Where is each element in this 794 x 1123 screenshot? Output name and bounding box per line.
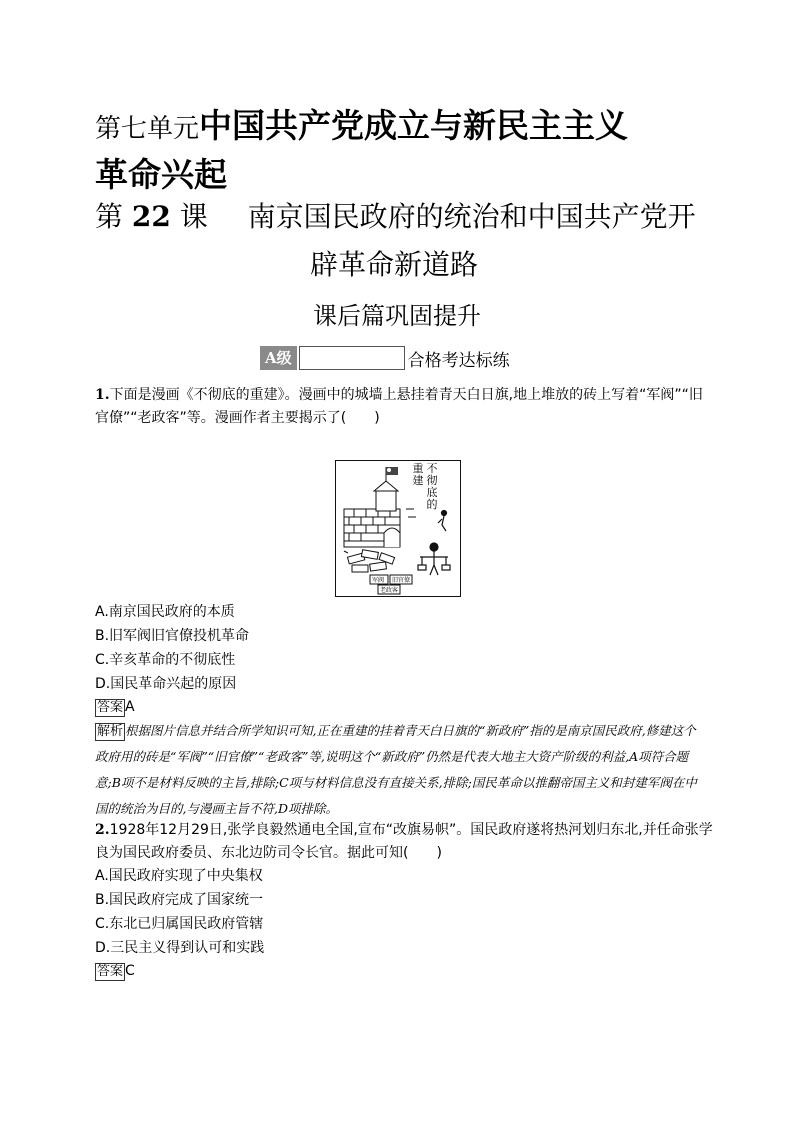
lesson-suffix: 课 — [179, 200, 208, 233]
question-1-answer — [95, 697, 135, 717]
question-1-analysis-text: 根据图片信息并结合所学知识可知,正在重建的挂着青天白日旗的“新政府”指的是南京国民政府,修建这个政府用的砖是“军阀”“旧官僚”“老政客”等,说明这个“新政府”仍然是代表大地主大资产阶级的利益,A项符合题意;B项不是材料反映的主旨,排除;C项与材料信息没有直接关系,排除;国民革命以推翻帝国主义和封建军阀在中国的统治为目的,与漫画主旨不符,D项排除。 — [95, 723, 697, 816]
unit-number: 第七单元 — [95, 114, 200, 144]
question-1-option-d: D.国民革命兴起的原因 — [95, 676, 237, 692]
question-2-option-d: D.三民主义得到认可和实践 — [95, 940, 265, 956]
question-2 — [95, 819, 715, 865]
question-1-stem: 下面是漫画《不彻底的重建》。漫画中的城墙上悬挂着青天白日旗,地上堆放的砖上写着“军阀”“旧官僚”“老政客”等。漫画作者主要揭示了( ) — [95, 387, 703, 426]
question-1-analysis — [95, 718, 701, 822]
brick-label-3: 老政客 — [380, 587, 399, 594]
question-2-stem: 1928年12月29日,张学良毅然通电全国,宣布“改旗易帜”。国民政府遂将热河划归东北,并任命张学良为国民政府委员、东北边防司令长官。据此可知( ) — [95, 822, 713, 861]
answer-tag: 答案 — [97, 700, 124, 715]
lesson-number: 22 — [131, 200, 171, 233]
question-2-answer — [95, 961, 135, 981]
brick-label-2: 旧官僚 — [392, 577, 411, 584]
question-2-option-a: A.国民政府实现了中央集权 — [95, 868, 263, 884]
answer-tag: 答案 — [97, 964, 124, 979]
level-bar — [260, 345, 510, 371]
question-2-answer-value: C — [125, 963, 135, 979]
level-box — [299, 346, 405, 370]
question-1-number: 1. — [95, 387, 110, 403]
question-2-option-c: C.东北已归属国民政府管辖 — [95, 916, 264, 932]
analysis-tag: 解析 — [97, 724, 124, 739]
unit-name-line1: 中国共产党成立与新民主主义 — [199, 106, 629, 145]
section-title: 课后篇巩固提升 — [313, 302, 481, 330]
brick-label-1: 军阀 — [372, 577, 385, 584]
question-1-answer-value: A — [125, 699, 135, 715]
level-badge: A级 — [260, 346, 297, 370]
unit-title — [95, 103, 715, 198]
lesson-name-part1: 南京国民政府的统治和中国共产党开 — [247, 200, 696, 233]
question-1-option-b: B.旧军阀旧官僚投机革命 — [95, 628, 250, 644]
question-1-option-c: C.辛亥革命的不彻底性 — [95, 652, 236, 668]
lesson-title — [95, 199, 715, 283]
question-2-number: 2. — [95, 822, 110, 838]
question-1-option-a: A.南京国民政府的本质 — [95, 604, 235, 620]
cartoon-caption-2: 重建 — [412, 462, 424, 487]
lesson-name-part2: 辟革命新道路 — [310, 248, 479, 281]
question-2-option-b: B.国民政府完成了国家统一 — [95, 892, 264, 908]
cartoon-caption-1: 不彻底的 — [426, 462, 438, 511]
question-1 — [95, 384, 715, 430]
cartoon-figure — [335, 460, 461, 597]
unit-name-line2: 革命兴起 — [95, 155, 227, 194]
cartoon-illustration — [336, 461, 460, 596]
level-text: 合格考达标练 — [407, 350, 510, 371]
lesson-prefix: 第 — [95, 200, 124, 233]
